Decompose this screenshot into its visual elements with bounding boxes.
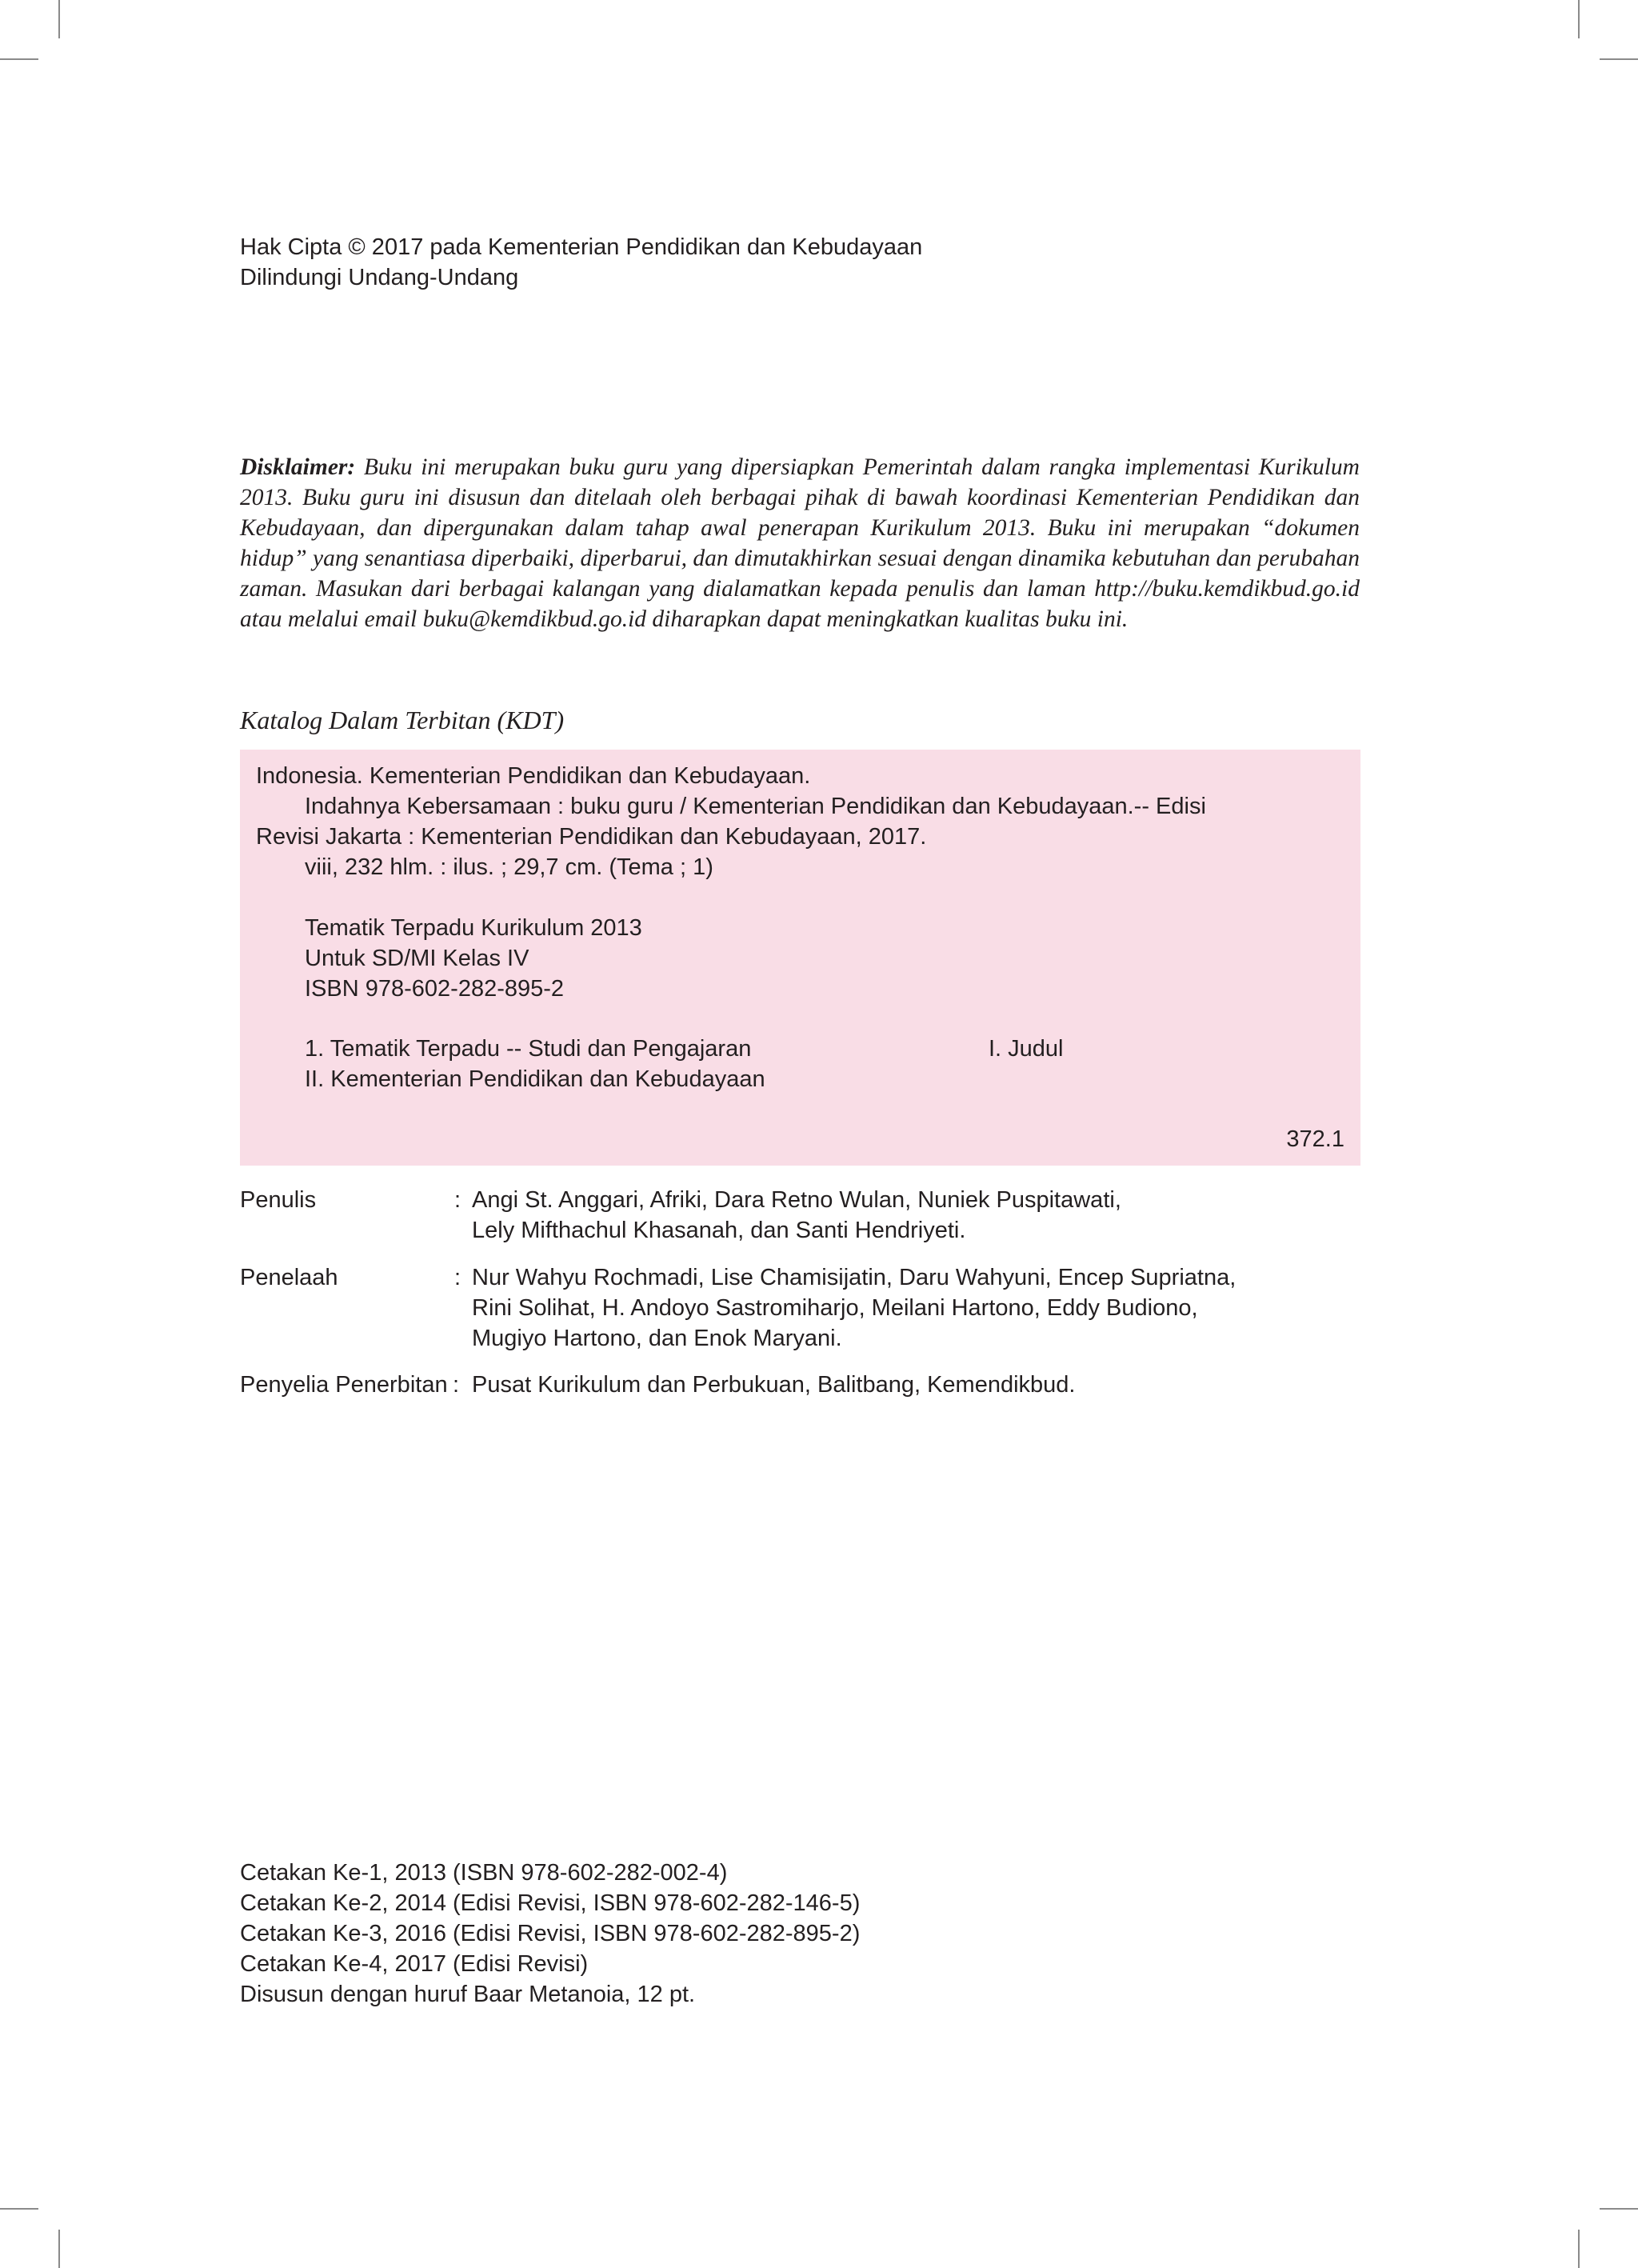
printing-line: Cetakan Ke-1, 2013 (ISBN 978-602-282-002-4) <box>240 1860 728 1886</box>
printing-line: Cetakan Ke-3, 2016 (Edisi Revisi, ISBN 978-602-282-895-2) <box>240 1921 861 1946</box>
catalog-classification-number: 372.1 <box>1286 1126 1344 1152</box>
credit-label: Penulis <box>240 1187 317 1213</box>
catalog-isbn: ISBN 978-602-282-895-2 <box>305 976 565 1002</box>
catalog-subject: 1. Tematik Terpadu -- Studi dan Pengajaran <box>305 1036 752 1062</box>
copyright-line: Hak Cipta © 2017 pada Kementerian Pendidikan dan Kebudayaan <box>240 234 923 260</box>
catalog-box <box>240 750 1360 1166</box>
disclaimer-label: Disklaimer: <box>240 454 356 480</box>
printing-line: Cetakan Ke-2, 2014 (Edisi Revisi, ISBN 978-602-282-146-5) <box>240 1890 861 1916</box>
catalog-note: Tematik Terpadu Kurikulum 2013 <box>305 915 642 941</box>
credit-value: Angi St. Anggari, Afriki, Dara Retno Wulan, Nuniek Puspitawati, <box>472 1187 1121 1213</box>
crop-mark-bottom-left-horizontal <box>0 2208 38 2210</box>
printing-history <box>240 1858 860 2010</box>
credit-colon: : <box>454 1265 461 1290</box>
credit-colon: : <box>454 1187 461 1213</box>
catalog-physical-description: viii, 232 hlm. : ilus. ; 29,7 cm. (Tema ; 1) <box>305 854 713 880</box>
crop-mark-bottom-right-vertical <box>1578 2230 1580 2268</box>
catalog-subject-title: I. Judul <box>989 1036 1064 1062</box>
catalog-author-line: Indonesia. Kementerian Pendidikan dan Kebudayaan. <box>256 763 811 789</box>
credit-value: Nur Wahyu Rochmadi, Lise Chamisijatin, Daru Wahyuni, Encep Supriatna, <box>472 1265 1236 1290</box>
crop-mark-top-right-vertical <box>1578 0 1580 38</box>
credit-value: Mugiyo Hartono, dan Enok Maryani. <box>472 1326 842 1351</box>
printing-line: Cetakan Ke-4, 2017 (Edisi Revisi) <box>240 1951 589 1977</box>
credit-label: Penelaah <box>240 1265 338 1290</box>
protected-by-law-line: Dilindungi Undang-Undang <box>240 265 519 290</box>
credit-value: Pusat Kurikulum dan Perbukuan, Balitbang, Kemendikbud. <box>472 1372 1076 1398</box>
disclaimer-paragraph <box>240 452 1360 634</box>
credit-value: Lely Mifthachul Khasanah, dan Santi Hendriyeti. <box>472 1218 966 1243</box>
credit-label: Penyelia Penerbitan <box>240 1372 448 1398</box>
catalog-subject: II. Kementerian Pendidikan dan Kebudayaan <box>305 1066 765 1092</box>
catalog-note: Untuk SD/MI Kelas IV <box>305 946 529 971</box>
catalog-title-line: Indahnya Kebersamaan : buku guru / Kementerian Pendidikan dan Kebudayaan.-- Edisi <box>305 794 1206 819</box>
crop-mark-top-left-vertical <box>58 0 60 38</box>
copyright-block <box>240 232 1360 293</box>
crop-mark-top-right-horizontal <box>1600 58 1638 60</box>
crop-mark-bottom-right-horizontal <box>1600 2208 1638 2210</box>
typeface-note: Disusun dengan huruf Baar Metanoia, 12 pt. <box>240 1982 696 2007</box>
credit-value: Rini Solihat, H. Andoyo Sastromiharjo, Meilani Hartono, Eddy Budiono, <box>472 1295 1198 1321</box>
crop-mark-bottom-left-vertical <box>58 2230 60 2268</box>
credit-colon: : <box>453 1372 460 1398</box>
crop-mark-top-left-horizontal <box>0 58 38 60</box>
catalog-title: Katalog Dalam Terbitan (KDT) <box>240 706 565 734</box>
disclaimer-text: Buku ini merupakan buku guru yang dipersiapkan Pemerintah dalam rangka implementasi Kurikulum 2013. Buku guru ini disusun dan ditelaah oleh berbagai pihak di bawah koordinasi Kementerian Pendidikan dan Kebudayaan, dan dipergunakan dalam tahap awal penerapan Kurikulum 2013. Buku ini merupakan “dokumen hidup” yang senantiasa diperbaiki, diperbarui, dan dimutakhirkan sesuai dengan dinamika kebutuhan dan perubahan zaman. Masukan dari berbagai kalangan yang dialamatkan kepada penulis dan laman http://buku.kemdikbud.go.id atau melalui email buku@kemdikbud.go.id diharapkan dapat meningkatkan kualitas buku ini. <box>240 454 1360 632</box>
catalog-title-line-continued: Revisi Jakarta : Kementerian Pendidikan dan Kebudayaan, 2017. <box>256 824 927 850</box>
